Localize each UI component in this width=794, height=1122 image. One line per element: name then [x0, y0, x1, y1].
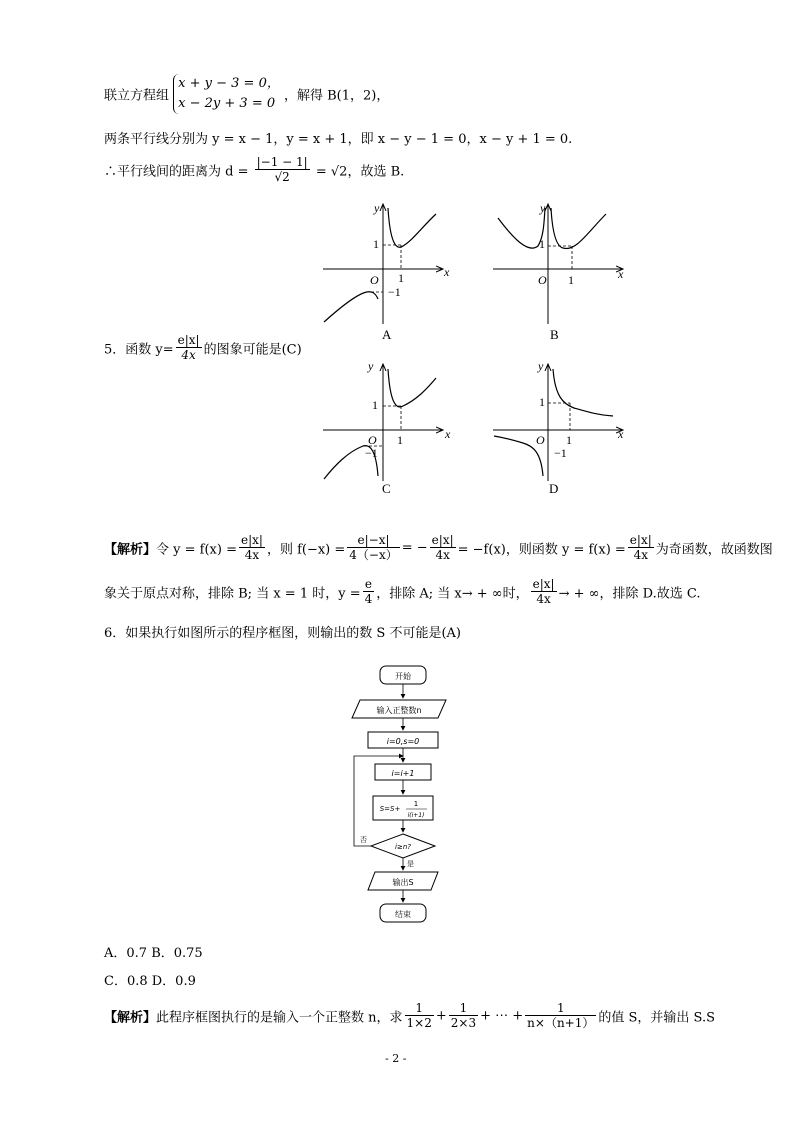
flow-cond-label: i≥n? — [395, 843, 411, 851]
graph-d-x-label: x — [618, 427, 624, 441]
q6-sol-plus: + — [435, 1008, 447, 1024]
flow-no-label: 否 — [360, 836, 367, 844]
flow-input-label: 输入正整数n — [376, 706, 422, 715]
parallel-lines-text: 两条平行线分别为 y = x − 1，y = x + 1，即 x − y − 1 = 0，x − y + 1 = 0. — [104, 132, 573, 147]
graph-d-origin: O — [536, 433, 545, 447]
graph-c-y-label: y — [368, 359, 374, 373]
graph-d-x-one: 1 — [566, 433, 572, 447]
q5-sol-frac-5-num: e — [364, 577, 372, 591]
graph-b-one: 1 — [539, 237, 545, 251]
flow-start-label: 开始 — [395, 672, 411, 681]
flow-incr-label: i=i+1 — [391, 769, 415, 778]
equation-2: x − 2y + 3 = 0 — [178, 96, 276, 111]
q5-sol-frac-5-den: 4 — [364, 592, 373, 606]
q6-sol-text-a: 此程序框图执行的是输入一个正整数 n，求 — [156, 1010, 403, 1026]
q5-sol-frac-6-num: e|x| — [532, 577, 555, 591]
q6-sol-frac-3-num: 1 — [556, 1001, 565, 1015]
q5-func-num: e|x| — [177, 333, 200, 347]
graph-a-label: A — [382, 327, 392, 342]
graph-b-x-label: x — [618, 267, 624, 281]
q5-function-fraction — [176, 334, 202, 362]
q5-solution-line-1 — [104, 534, 773, 562]
page-number: - 2 - — [385, 1052, 407, 1065]
distance-suffix: = √2，故选 B. — [315, 164, 405, 180]
q6-solution — [104, 1002, 715, 1030]
q5-solution-tag: 【解析】 — [104, 542, 157, 558]
graph-c-minus-one: −1 — [365, 446, 378, 460]
q6-sol-frac-1 — [405, 1002, 434, 1030]
q5-sol-text-d: = −f(x)，则函数 y = f(x) = — [457, 542, 626, 558]
q5-sol-text-e: 为奇函数，故函数图 — [655, 542, 773, 558]
q5-sol-text-g: ，排除 A; 当 x→ + ∞时， — [376, 586, 529, 602]
distance-line — [104, 156, 404, 184]
graph-c-label: C — [382, 481, 391, 496]
q5-sol-text-c: = − — [401, 540, 428, 556]
flow-end-label: 结束 — [395, 910, 411, 919]
q5-sol-frac-6-den: 4x — [531, 591, 557, 606]
q5-question — [104, 334, 302, 362]
graph-a — [323, 201, 450, 342]
system-result: ，解得 B(1，2)， — [284, 88, 390, 104]
q5-sol-frac-5 — [363, 578, 375, 606]
graph-d-one: 1 — [539, 395, 545, 409]
q5-func-den: 4x — [176, 347, 202, 362]
graph-d — [493, 359, 624, 496]
q5-sol-frac-3-den: 4x — [430, 547, 456, 562]
graph-b-x-one: 1 — [568, 273, 574, 287]
system-line — [104, 74, 389, 114]
q5-solution-line-2 — [104, 578, 700, 606]
q5-sol-frac-3 — [430, 534, 456, 562]
q5-sol-frac-6 — [531, 578, 557, 606]
system-intro: 联立方程组 — [104, 88, 170, 104]
q6-sol-frac-2-num: 1 — [459, 1001, 468, 1015]
q6-sol-frac-2-den: 2×3 — [450, 1016, 477, 1030]
q5-sol-frac-3-num: e|x| — [431, 533, 454, 547]
graph-b — [493, 201, 624, 342]
graph-c-x-one: 1 — [397, 433, 403, 447]
q6-sol-text-b: 的值 S，并输出 S.S — [598, 1010, 716, 1026]
graph-d-y-label: y — [538, 359, 544, 373]
graph-a-x-one: 1 — [398, 271, 404, 285]
graph-d-label: D — [549, 481, 559, 496]
flow-sum-prefix: S=S+ — [379, 805, 401, 813]
q6-question: 6．如果执行如图所示的程序框图，则输出的数 S 不可能是(A) — [104, 626, 461, 641]
graph-a-one: 1 — [373, 237, 379, 251]
flow-init-label: i=0,s=0 — [386, 737, 420, 746]
q6-solution-tag: 【解析】 — [104, 1010, 157, 1026]
flow-sum-num: 1 — [413, 800, 419, 808]
q6-sol-frac-1-num: 1 — [415, 1001, 424, 1015]
q6-sol-frac-1-den: 1×2 — [406, 1016, 432, 1030]
q5-sol-frac-4 — [628, 534, 654, 562]
graph-d-minus-one: −1 — [554, 446, 567, 460]
q6-sol-frac-3 — [525, 1002, 596, 1030]
q5-sol-frac-1 — [239, 534, 265, 562]
q6-options-line-1: A．0.7 B．0.75 — [104, 946, 203, 961]
q5-sol-frac-2 — [347, 534, 399, 562]
q5-sol-frac-2-num: e|−x| — [357, 533, 390, 547]
q5-suffix: 的图象可能是(C) — [203, 342, 302, 358]
flow-yes-label: 是 — [407, 860, 414, 868]
distance-numerator: |−1 − 1| — [256, 155, 308, 169]
q6-sol-frac-3-den: n×（n+1） — [527, 1016, 595, 1030]
q6-flowchart — [340, 660, 460, 930]
q5-prefix: 5．函数 y= — [104, 342, 174, 358]
graph-b-y-label: y — [540, 201, 546, 215]
q5-graphs — [318, 196, 638, 506]
equation-system — [173, 74, 280, 114]
q5-sol-frac-1-num: e|x| — [240, 533, 263, 547]
q6-sol-frac-2 — [449, 1002, 478, 1030]
graph-c-x-label: x — [445, 427, 451, 441]
q5-sol-text-b: ，则 f(−x) = — [266, 542, 346, 558]
flow-sum-den: i(i+1) — [407, 812, 425, 819]
distance-denominator: √2 — [255, 169, 310, 184]
graph-a-minus-one: −1 — [388, 285, 401, 299]
q5-sol-text-f: 象关于原点对称，排除 B; 当 x = 1 时，y = — [104, 586, 361, 602]
graph-c — [323, 359, 451, 496]
distance-fraction — [255, 156, 310, 184]
q5-sol-text-a: 令 y = f(x) = — [156, 542, 237, 558]
graph-c-one: 1 — [372, 398, 378, 412]
q5-sol-frac-2-den: 4（−x） — [349, 548, 398, 562]
flow-output-label: 输出S — [392, 878, 414, 887]
q5-sol-text-h: → + ∞，排除 D.故选 C. — [558, 586, 701, 602]
graph-a-x-label: x — [444, 265, 450, 279]
q5-sol-frac-4-den: 4x — [628, 547, 654, 562]
graph-a-origin: O — [370, 273, 379, 287]
q6-options-line-2: C．0.8 D．0.9 — [104, 974, 196, 989]
q5-sol-frac-1-den: 4x — [239, 547, 265, 562]
graph-a-y-label: y — [374, 201, 380, 215]
graph-b-label: B — [550, 327, 559, 342]
graph-b-origin: O — [538, 273, 547, 287]
q5-sol-frac-4-num: e|x| — [629, 533, 652, 547]
q6-sol-dots: + ⋯ + — [480, 1008, 524, 1024]
graph-c-origin: O — [368, 433, 377, 447]
equation-1: x + y − 3 = 0， — [178, 76, 280, 91]
distance-prefix: ∴平行线间的距离为 d = — [104, 164, 249, 180]
